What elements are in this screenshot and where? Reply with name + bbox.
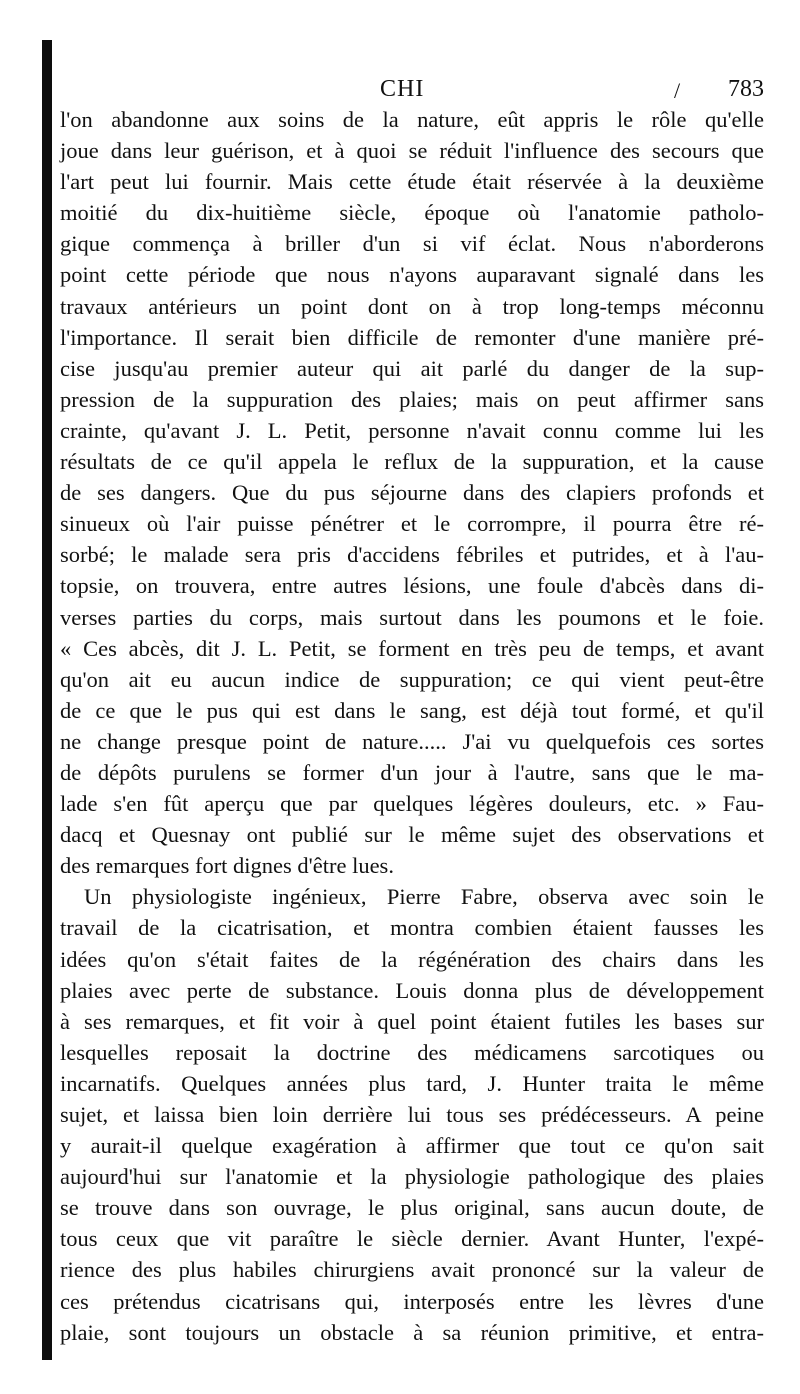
text-line: résultats de ce qu'il appela le reflux de la suppuration, et la cause bbox=[60, 449, 764, 475]
text-line: aujourd'hui sur l'anatomie et la physiologie pathologique des plaies bbox=[60, 1164, 764, 1190]
text-line: sinueux où l'air puisse pénétrer et le corrompre, il pourra être ré- bbox=[60, 511, 764, 537]
running-head: CHI bbox=[380, 76, 425, 102]
text-line: cise jusqu'au premier auteur qui ait parlé du danger de la sup- bbox=[60, 355, 764, 381]
text-line: se trouve dans son ouvrage, le plus original, sans aucun doute, de bbox=[60, 1195, 764, 1221]
text-line: lade s'en fût aperçu que par quelques légères douleurs, etc. » Fau- bbox=[60, 791, 764, 817]
text-line: topsie, on trouvera, entre autres lésions, une foule d'abcès dans di- bbox=[60, 573, 764, 599]
text-line: idées qu'on s'était faites de la régénération des chairs dans les bbox=[60, 946, 764, 972]
pencil-mark: / bbox=[674, 78, 681, 103]
text-line: à ses remarques, et fit voir à quel point étaient futiles les bases sur bbox=[60, 1008, 764, 1034]
body-text bbox=[60, 104, 764, 1348]
text-line: point cette période que nous n'ayons auparavant signalé dans les bbox=[60, 262, 764, 288]
text-line: travail de la cicatrisation, et montra combien étaient fausses les bbox=[60, 915, 764, 941]
binding-edge bbox=[42, 40, 52, 1360]
text-line: de dépôts purulens se former d'un jour à l'autre, sans que le ma- bbox=[60, 759, 764, 785]
text-line: de ce que le pus qui est dans le sang, est déjà tout formé, et qu'il bbox=[60, 697, 764, 723]
text-line: ne change presque point de nature..... J'ai vu quelquefois ces sortes bbox=[60, 728, 764, 754]
text-line: l'on abandonne aux soins de la nature, eût appris le rôle qu'elle bbox=[60, 107, 764, 132]
text-line: crainte, qu'avant J. L. Petit, personne n'avait connu comme lui les bbox=[60, 417, 764, 443]
text-line: incarnatifs. Quelques années plus tard, J. Hunter traita le même bbox=[60, 1070, 764, 1096]
text-line: travaux antérieurs un point dont on à trop long-temps méconnu bbox=[60, 293, 764, 319]
text-line: lesquelles reposait la doctrine des médicamens sarcotiques ou bbox=[60, 1039, 764, 1065]
text-line: plaie, sont toujours un obstacle à sa réunion primitive, et entra- bbox=[60, 1319, 764, 1345]
text-line: l'importance. Il serait bien difficile de remonter d'une manière pré- bbox=[60, 324, 764, 350]
text-line: rience des plus habiles chirurgiens avait prononcé sur la valeur de bbox=[60, 1257, 764, 1283]
text-line: qu'on ait eu aucun indice de suppuration; ce qui vient peut-être bbox=[60, 666, 764, 692]
paragraph-start-line: Un physiologiste ingénieux, Pierre Fabre, observa avec soin le bbox=[84, 884, 764, 910]
text-line: joue dans leur guérison, et à quoi se réduit l'influence des secours que bbox=[60, 138, 764, 164]
text-line: l'art peut lui fournir. Mais cette étude était réservée à la deuxième bbox=[60, 169, 764, 195]
paragraph-end-line: des remarques fort dignes d'être lues. bbox=[60, 853, 394, 879]
text-line: moitié du dix-huitième siècle, époque où l'anatomie patholo- bbox=[60, 200, 764, 226]
text-line: pression de la suppuration des plaies; mais on peut affirmer sans bbox=[60, 386, 764, 412]
text-line: y aurait-il quelque exagération à affirmer que tout ce qu'on sait bbox=[60, 1133, 764, 1159]
text-line: sorbé; le malade sera pris d'accidens fébriles et putrides, et à l'au- bbox=[60, 542, 764, 568]
text-line: plaies avec perte de substance. Louis donna plus de développement bbox=[60, 977, 764, 1003]
text-line: de ses dangers. Que du pus séjourne dans des clapiers profonds et bbox=[60, 480, 764, 506]
text-line: ces prétendus cicatrisans qui, interposés entre les lèvres d'une bbox=[60, 1288, 764, 1314]
text-line: verses parties du corps, mais surtout dans les poumons et le foie. bbox=[60, 604, 764, 630]
page-number: 783 bbox=[728, 76, 764, 102]
text-line: gique commença à briller d'un si vif éclat. Nous n'aborderons bbox=[60, 231, 764, 257]
text-line: « Ces abcès, dit J. L. Petit, se forment en très peu de temps, et avant bbox=[60, 635, 764, 661]
text-line: sujet, et laissa bien loin derrière lui tous ses prédécesseurs. A peine bbox=[60, 1102, 764, 1127]
text-line: dacq et Quesnay ont publié sur le même sujet des observations et bbox=[60, 822, 764, 848]
page-header bbox=[60, 72, 764, 108]
text-line: tous ceux que vit paraître le siècle dernier. Avant Hunter, l'expé- bbox=[60, 1226, 764, 1252]
